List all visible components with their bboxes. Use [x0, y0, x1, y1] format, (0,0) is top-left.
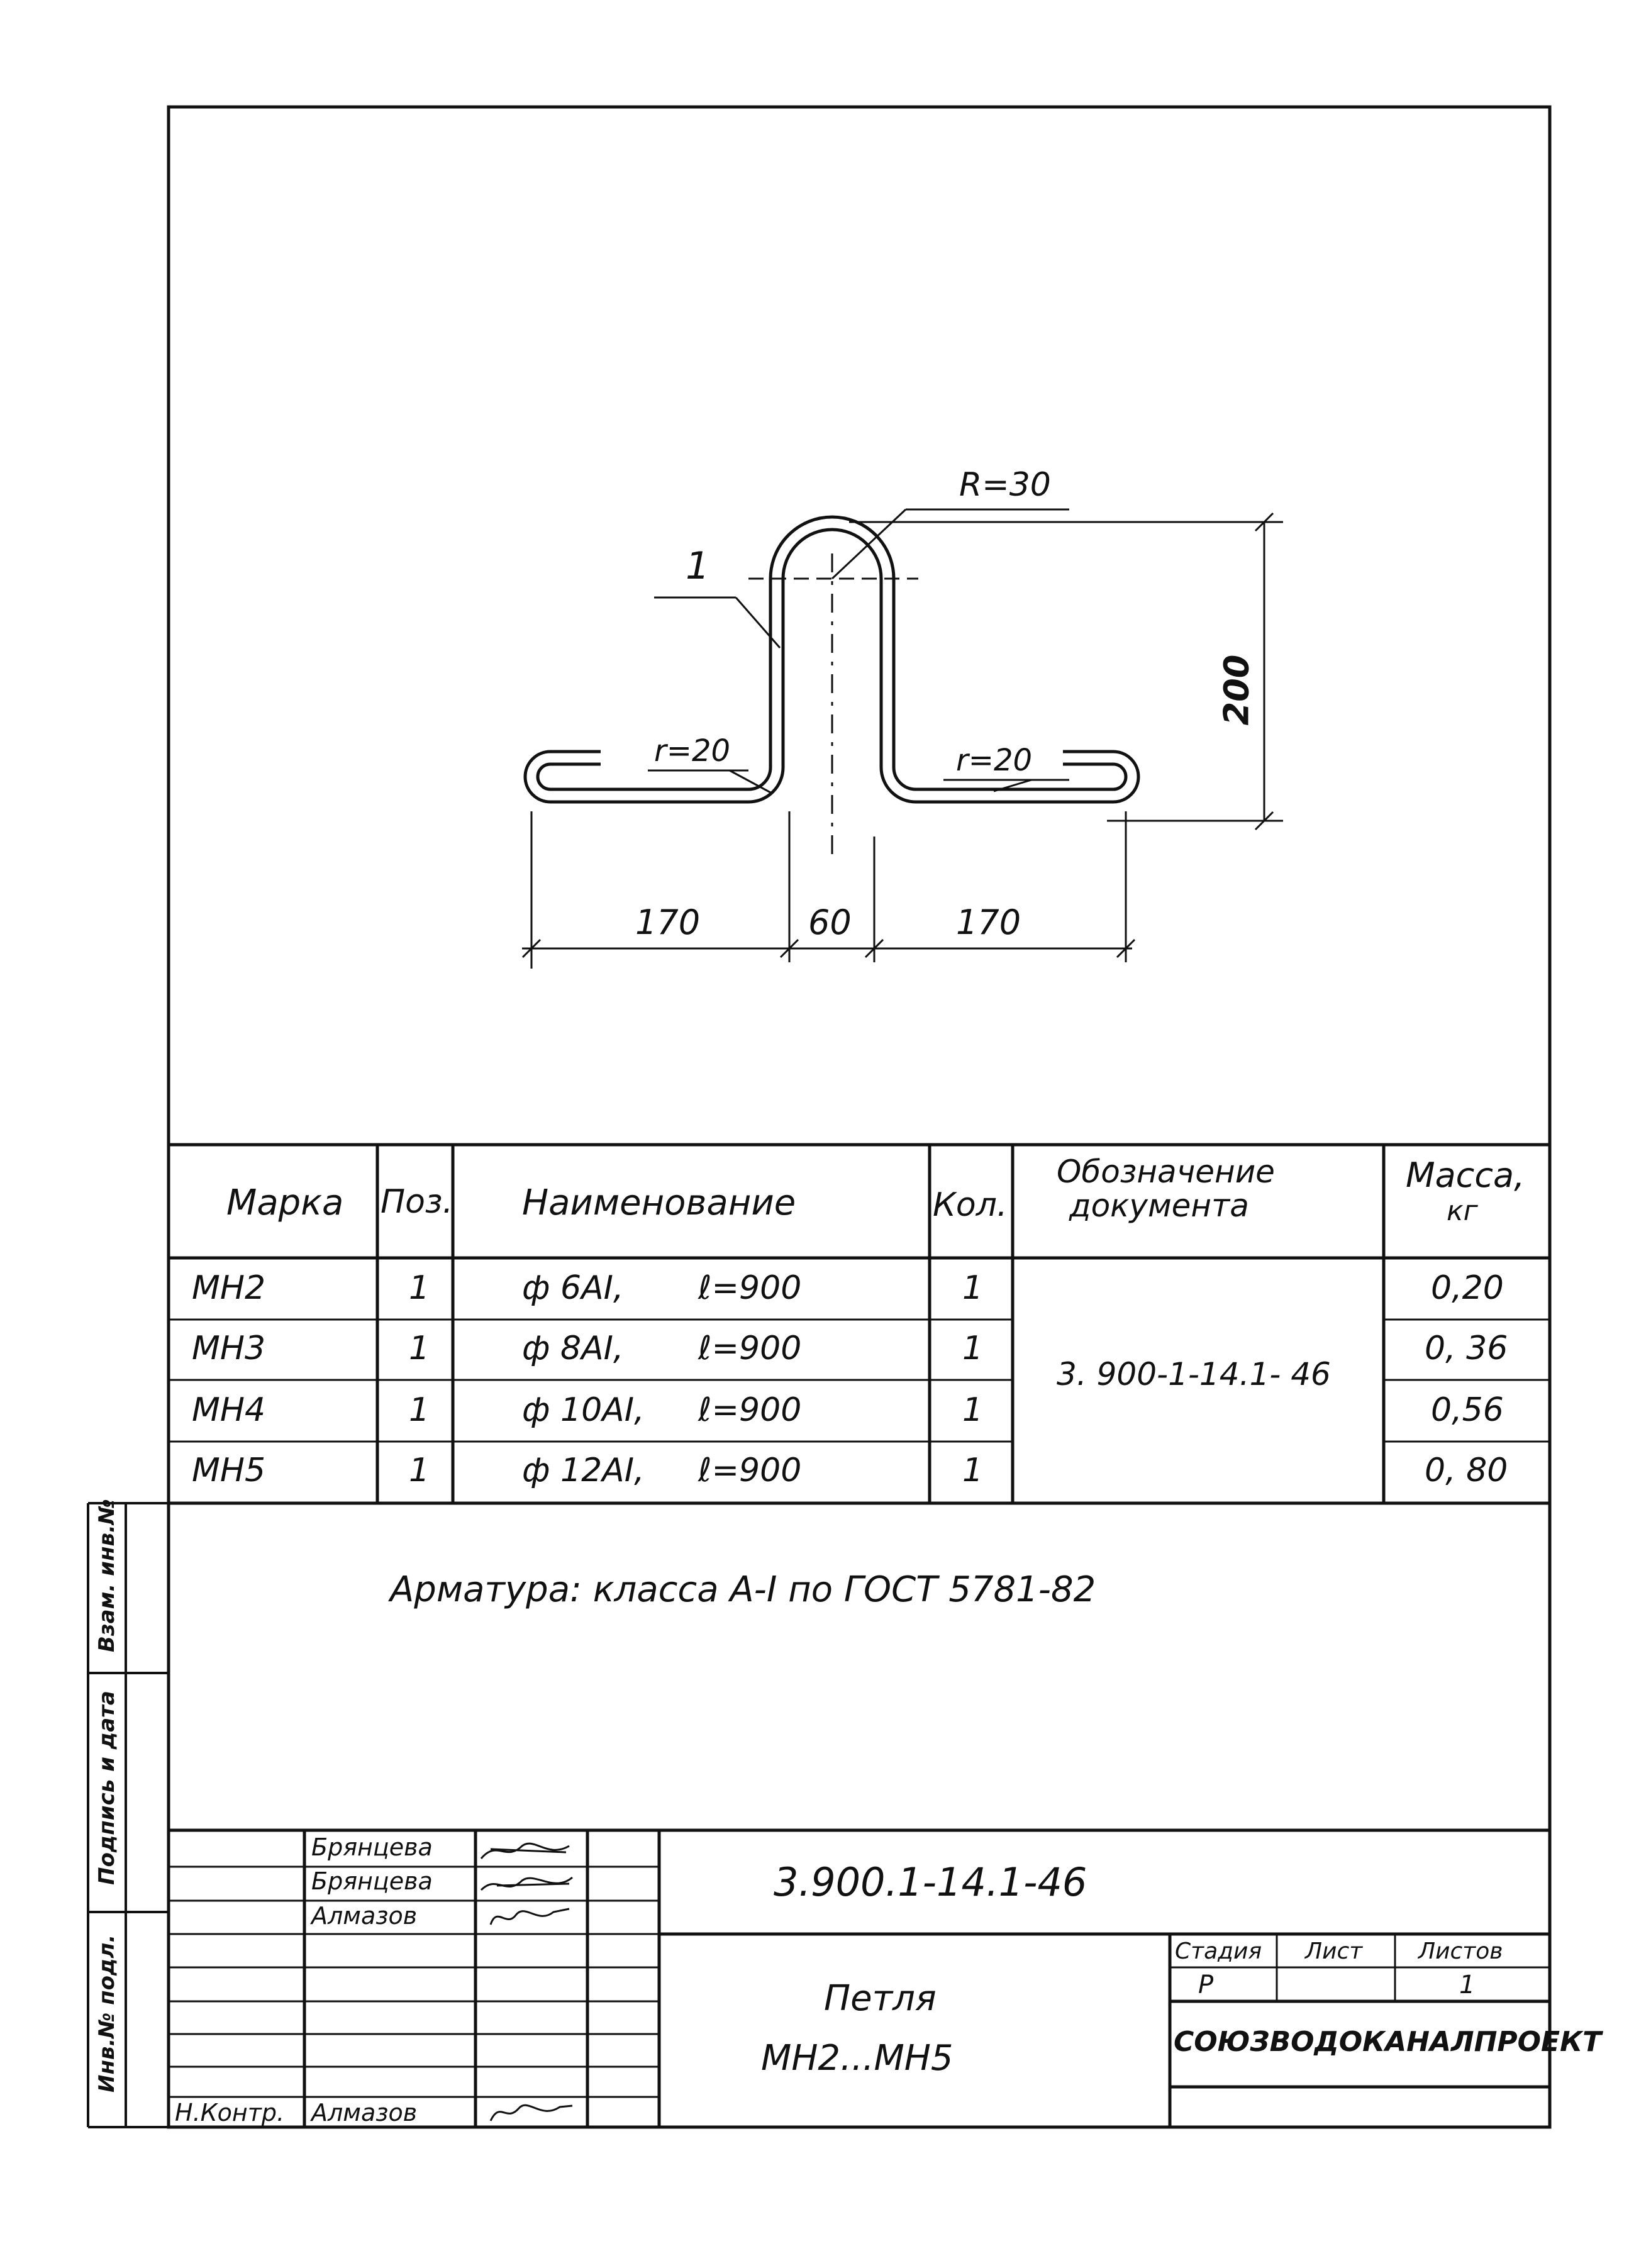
row-mark: МН5 [192, 1452, 266, 1489]
height-dimension-label: 200 [1216, 654, 1257, 726]
sheet-frame [169, 107, 1550, 2127]
row-diameter: ф 6АI, [522, 1269, 624, 1307]
position-label: 1 [686, 544, 710, 588]
signatory-name: Брянцева [311, 1867, 433, 1895]
right-width-label: 170 [956, 903, 1021, 942]
header-mass-line2: кг [1447, 1195, 1478, 1227]
header-document-line1: Обозначение [1057, 1153, 1275, 1190]
reinforcement-note: Арматура: класса А-I по ГОСТ 5781-82 [390, 1569, 1096, 1610]
inner-radius-left-label: r=20 [654, 733, 731, 769]
title-line-1: Петля [824, 1978, 937, 2019]
row-mass: 0,20 [1431, 1269, 1504, 1307]
norm-control-name: Алмазов [311, 2099, 418, 2126]
sheet-header: Лист [1305, 1938, 1363, 1964]
signatory-name: Алмазов [311, 1902, 418, 1930]
document-reference: 3. 900-1-14.1- 46 [1057, 1356, 1331, 1392]
row-length: ℓ=900 [698, 1269, 802, 1307]
bend-radius-label: R=30 [959, 466, 1051, 504]
row-quantity: 1 [962, 1269, 984, 1307]
header-mass-line1: Масса, [1406, 1155, 1525, 1195]
header-quantity: Кол. [933, 1186, 1008, 1224]
position-leader [736, 598, 780, 648]
row-mark: МН4 [192, 1391, 266, 1429]
row-quantity: 1 [962, 1330, 984, 1367]
center-width-label: 60 [808, 903, 852, 942]
stage-header: Стадия [1175, 1938, 1262, 1964]
row-length: ℓ=900 [698, 1391, 802, 1429]
header-name: Наименование [522, 1182, 796, 1223]
margin-exchange-label: Взам. инв.№ [94, 1499, 120, 1652]
row-diameter: ф 10АI, [522, 1391, 645, 1429]
organization-name: СОЮЗВОДОКАНАЛПРОЕКТ [1174, 2026, 1602, 2058]
sheets-value: 1 [1459, 1971, 1476, 1999]
row-mass: 0, 80 [1425, 1452, 1508, 1489]
header-mark: Марка [226, 1182, 344, 1223]
row-mass: 0, 36 [1425, 1330, 1508, 1367]
stage-value: Р [1198, 1971, 1214, 1999]
row-length: ℓ=900 [698, 1330, 802, 1367]
signatures [481, 1843, 572, 2121]
sheets-header: Листов [1418, 1938, 1503, 1964]
row-mass: 0,56 [1431, 1391, 1504, 1429]
row-position: 1 [409, 1269, 430, 1307]
radius-leader [832, 509, 906, 579]
row-length: ℓ=900 [698, 1452, 802, 1489]
document-designation: 3.900.1-14.1-46 [774, 1859, 1087, 1905]
header-position: Поз. [381, 1183, 453, 1221]
left-width-label: 170 [635, 903, 701, 942]
margin-inventory-label: Инв.№ подл. [94, 1934, 120, 2093]
signatory-name: Брянцева [311, 1833, 433, 1861]
row-position: 1 [409, 1452, 430, 1489]
spec-table-grid [169, 1145, 1550, 1503]
row-diameter: ф 12АI, [522, 1452, 645, 1489]
header-document-line2: документа [1069, 1187, 1249, 1224]
inner-radius-right-label: r=20 [956, 743, 1033, 778]
row-mark: МН3 [192, 1330, 266, 1367]
row-position: 1 [409, 1330, 430, 1367]
row-quantity: 1 [962, 1452, 984, 1489]
row-mark: МН2 [192, 1269, 266, 1307]
row-quantity: 1 [962, 1391, 984, 1429]
row-position: 1 [409, 1391, 430, 1429]
title-line-2: МН2...МН5 [761, 2038, 953, 2079]
margin-signature-label: Подпись и дата [94, 1691, 120, 1885]
row-diameter: ф 8АI, [522, 1330, 624, 1367]
norm-control-role: Н.Контр. [175, 2099, 285, 2126]
